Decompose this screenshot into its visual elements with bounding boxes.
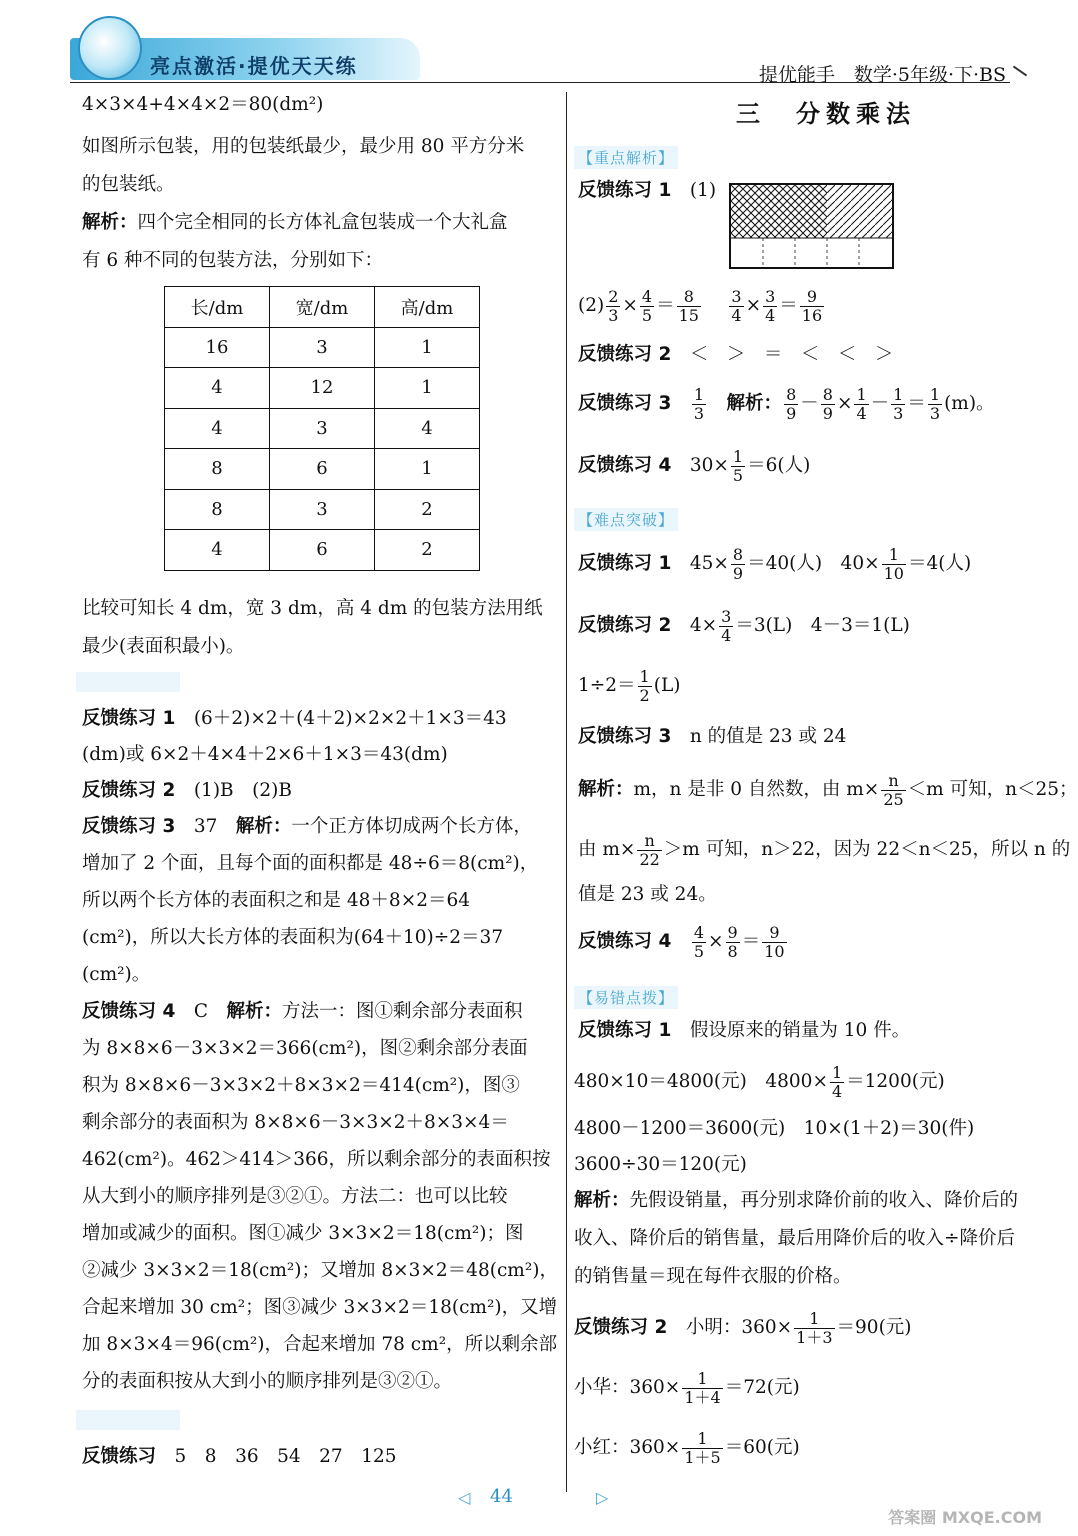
page-number: 44 — [490, 1486, 513, 1507]
fraction: $\frac{1}{3}$ — [693, 385, 705, 423]
fraction: $\frac{3}{4}$ — [765, 287, 776, 325]
table-cell: 3 — [270, 489, 375, 530]
right-d3-jx3: 值是 23 或 24。 — [578, 884, 717, 905]
left-line-5: 有 6 种不同的包装方法，分别如下： — [82, 250, 384, 271]
right-d4: 反馈练习 4 $\frac{4}{5}$ × $\frac{9}{8}$ ＝ $\frac{9}{10}$ — [578, 923, 785, 961]
table-row — [165, 408, 480, 449]
header-book-info: 提优能手 数学·5年级·下·BS — [758, 64, 1006, 86]
left-fx4-line-i: 合起来增加 30 cm²；图③减少 3×3×2＝18(cm²)，又增 — [82, 1297, 558, 1318]
right-r4: 反馈练习 4 30× $\frac{1}{5}$ ＝6(人) — [578, 447, 811, 485]
left-fx4-line-f: 从大到小的顺序排列是③②①。方法二：也可以比较 — [82, 1186, 508, 1207]
left-line-6: 比较可知长 4 dm，宽 3 dm，高 4 dm 的包装方法用纸 — [82, 598, 543, 619]
fraction: $\frac{4}{5}$ — [693, 923, 705, 961]
left-fx-last: 反馈练习 5 8 36 54 27 125 — [82, 1446, 397, 1467]
left-fx4-line-c: 积为 8×8×6－3×3×2＋8×3×2＝414(cm²)，图③ — [82, 1075, 520, 1096]
right-e2-c: 小红：360× $\frac{1}{1+5}$ ＝60(元) — [574, 1429, 800, 1467]
fraction: $\frac{3}{4}$ — [731, 287, 742, 325]
fraction: $\frac{9}{8}$ — [727, 923, 738, 961]
tag-common-errors: 【易错点拨】 — [574, 986, 678, 1009]
table-cell: 12 — [270, 368, 375, 409]
fraction: $\frac{1}{1+5}$ — [684, 1429, 721, 1467]
table-cell: 8 — [165, 449, 270, 490]
left-fx3-line-c: 所以两个长方体的表面积之和是 48＋8×2＝64 — [82, 890, 471, 911]
fraction: $\frac{1}{3}$ — [893, 385, 904, 423]
fraction: $\frac{8}{9}$ — [732, 545, 744, 583]
section-title: 三 分数乘法 — [736, 100, 916, 128]
left-fx4-line-h: ②减少 3×3×2＝18(cm²)；又增加 8×3×2＝48(cm²)， — [82, 1260, 558, 1281]
table-cell: 4 — [165, 408, 270, 449]
left-fx1: 反馈练习 1 (6＋2)×2＋(4＋2)×2×2＋1×3＝43 — [82, 708, 507, 729]
left-fx1-cont: (dm)或 6×2＋4×4＋2×6＋1×3＝43(dm) — [82, 744, 448, 765]
table-row — [165, 327, 480, 368]
table-cell: 3 — [270, 408, 375, 449]
table-row — [165, 368, 480, 409]
table-row — [165, 449, 480, 490]
table-cell: 4 — [165, 368, 270, 409]
fraction: $\frac{9}{10}$ — [764, 923, 785, 961]
right-e1-g: 的销售量＝现在每件衣服的价格。 — [574, 1266, 852, 1287]
right-r3: 反馈练习 3 $\frac{1}{3}$ 解析： $\frac{8}{9}$ － $\frac{8}{9}$ × $\frac{1}{4}$ － $\frac{1}{3}$ ＝ $\frac{1}{3}$ (m)。 — [578, 385, 995, 423]
left-line-2: 如图所示包装，用的包装纸最少，最少用 80 平方分米 — [82, 136, 525, 157]
table-cell: 1 — [375, 449, 480, 490]
fraction: $\frac{1}{4}$ — [856, 385, 867, 423]
right-e2: 反馈练习 2 小明：360× $\frac{1}{1+3}$ ＝90(元) — [574, 1309, 912, 1347]
fraction: $\frac{9}{16}$ — [801, 287, 823, 325]
left-fx3: 反馈练习 3 37 解析：一个正方体切成两个长方体， — [82, 816, 532, 837]
right-e1-f: 收入、降价后的销售量，最后用降价后的收入÷降价后 — [574, 1228, 1016, 1249]
next-page-arrow-icon: ▷ — [596, 1488, 609, 1507]
left-line-3: 的包装纸。 — [82, 174, 175, 195]
table-cell: 16 — [165, 327, 270, 368]
left-fx4: 反馈练习 4 C 解析：方法一：图①剩余部分表面积 — [82, 1001, 523, 1022]
header-rule — [70, 82, 1010, 83]
fraction: $\frac{n}{22}$ — [639, 831, 660, 869]
fraction: $\frac{2}{3}$ — [608, 287, 619, 325]
table-header-row — [165, 287, 480, 328]
section-tag-blank — [76, 672, 180, 692]
watermark: 答案圈 MXQE.COM — [888, 1508, 1042, 1527]
left-analysis-line: 解析：四个完全相同的长方体礼盒包装成一个大礼盒 — [82, 212, 508, 233]
header-title: 亮点激活·提优天天练 — [150, 54, 358, 78]
fraction: $\frac{1}{10}$ — [883, 545, 904, 583]
table-row — [165, 489, 480, 530]
table-header-cell: 高/dm — [375, 287, 480, 328]
diagonal-hatch-region — [827, 185, 892, 238]
left-fx3-line-b: 增加了 2 个面，且每个面的面积都是 48÷6＝8(cm²)， — [82, 853, 539, 874]
right-e1-jx: 解析：先假设销量，再分别求降价前的收入、降价后的 — [574, 1190, 1019, 1211]
left-fx4-line-b: 为 8×8×6－3×3×2＝366(cm²)，图②剩余部分表面 — [82, 1038, 528, 1059]
fraction: $\frac{n}{25}$ — [883, 771, 904, 809]
table-cell: 1 — [375, 327, 480, 368]
fraction: $\frac{1}{4}$ — [831, 1063, 843, 1101]
fraction: $\frac{1}{2}$ — [639, 667, 650, 705]
cross-hatch-region — [731, 185, 827, 238]
right-d3: 反馈练习 3 n 的值是 23 或 24 — [578, 726, 847, 747]
fraction: $\frac{8}{15}$ — [678, 287, 699, 325]
left-fx4-line-d: 剩余部分的表面积为 8×8×6－3×3×2＋8×3×4＝ — [82, 1112, 509, 1133]
table-row — [165, 530, 480, 571]
hatched-area-svg — [731, 185, 892, 267]
table-cell: 6 — [270, 530, 375, 571]
left-fx4-line-e: 462(cm²)。462＞414＞366，所以剩余部分的表面积按 — [82, 1149, 551, 1170]
left-fx4-line-j: 加 8×3×4＝96(cm²)，合起来增加 78 cm²，所以剩余部 — [82, 1334, 558, 1355]
fraction: $\frac{1}{1+3}$ — [796, 1309, 833, 1347]
fraction-area-diagram — [729, 183, 894, 269]
section-tag-blank-2 — [76, 1410, 180, 1430]
left-fx4-line-g: 增加或减少的面积。图①减少 3×3×2＝18(cm²)；图 — [82, 1223, 524, 1244]
right-r2: 反馈练习 2 ＜ ＞ ＝ ＜ ＜ ＞ — [578, 344, 894, 365]
fraction: $\frac{1}{1+4}$ — [684, 1369, 721, 1407]
right-e1-c: 4800－1200＝3600(元) 10×(1＋2)＝30(件) — [574, 1118, 975, 1139]
packaging-dimensions-table — [164, 286, 480, 571]
tag-difficulty: 【难点突破】 — [574, 508, 678, 531]
left-fx3-line-d: (cm²)，所以大长方体的表面积为(64＋10)÷2＝37 — [82, 927, 504, 948]
table-header-cell: 长/dm — [165, 287, 270, 328]
prev-page-arrow-icon: ◁ — [458, 1488, 471, 1507]
left-line-1: 4×3×4+4×4×2＝80(dm²) — [82, 94, 324, 115]
column-divider — [566, 92, 567, 1492]
table-cell: 2 — [375, 530, 480, 571]
right-d3-jx: 解析：m，n 是非 0 自然数，由 m× $\frac{n}{25}$ ＜m 可知，n＜25； — [578, 771, 1078, 809]
fraction: $\frac{1}{5}$ — [732, 447, 744, 485]
table-cell: 4 — [165, 530, 270, 571]
fraction: $\frac{1}{3}$ — [929, 385, 941, 423]
right-d2: 反馈练习 2 4× $\frac{3}{4}$ ＝3(L) 4－3＝1(L) — [578, 607, 910, 645]
table-header-cell: 宽/dm — [270, 287, 375, 328]
left-fx2: 反馈练习 2 (1)B (2)B — [82, 780, 292, 801]
left-line-7: 最少(表面积最小)。 — [82, 636, 245, 657]
left-fx3-line-e: (cm²)。 — [82, 964, 151, 985]
fraction: $\frac{4}{5}$ — [641, 287, 653, 325]
right-d2-cont: 1÷2＝ $\frac{1}{2}$ (L) — [578, 667, 681, 705]
tag-key-analysis: 【重点解析】 — [574, 146, 678, 169]
right-r1-part2: (2) $\frac{2}{3}$ × $\frac{4}{5}$ ＝ $\frac{8}{15}$ $\frac{3}{4}$ × $\frac{3}{4}$ ＝ $\frac{9}{16}$ — [578, 287, 823, 325]
left-fx4-line-k: 分的表面积按从大到小的顺序排列是③②①。 — [82, 1371, 453, 1392]
table-cell: 6 — [270, 449, 375, 490]
right-d1: 反馈练习 1 45× $\frac{8}{9}$ ＝40(人) 40× $\frac{1}{10}$ ＝4(人) — [578, 545, 972, 583]
mascot-logo-icon — [78, 16, 142, 80]
table-cell: 8 — [165, 489, 270, 530]
corner-mark — [1013, 66, 1027, 77]
table-cell: 2 — [375, 489, 480, 530]
table-cell: 4 — [375, 408, 480, 449]
fraction: $\frac{3}{4}$ — [721, 607, 732, 645]
right-e1-d: 3600÷30＝120(元) — [574, 1154, 747, 1175]
right-e1-a: 480×10＝4800(元) 4800× $\frac{1}{4}$ ＝1200(元) — [574, 1063, 945, 1101]
right-e1: 反馈练习 1 假设原来的销量为 10 件。 — [578, 1020, 911, 1041]
fraction: $\frac{8}{9}$ — [786, 385, 797, 423]
table-cell: 3 — [270, 327, 375, 368]
fraction: $\frac{8}{9}$ — [822, 385, 833, 423]
right-e2-b: 小华：360× $\frac{1}{1+4}$ ＝72(元) — [574, 1369, 800, 1407]
right-d3-jx2: 由 m× $\frac{n}{22}$ ＞m 可知，n＞22，因为 22＜n＜25，所以 n 的 — [578, 831, 1071, 869]
right-r1: 反馈练习 1 (1) — [578, 180, 717, 201]
table-cell: 1 — [375, 368, 480, 409]
